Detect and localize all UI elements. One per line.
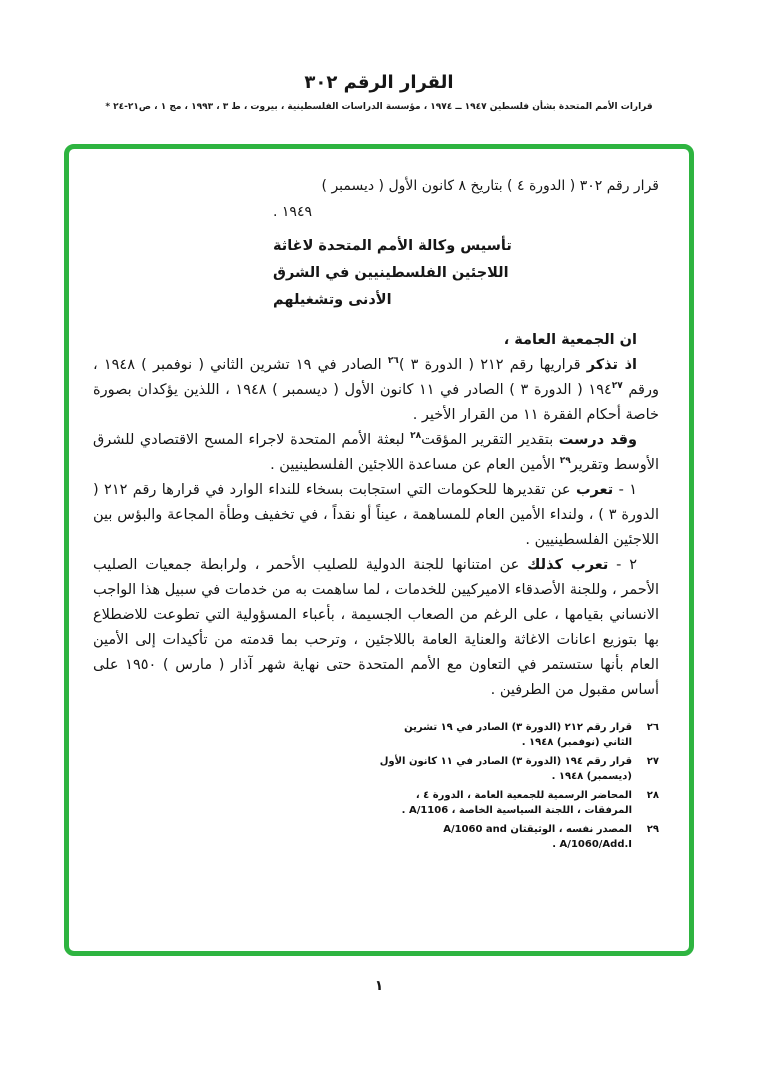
resolution-body (93, 328, 659, 703)
paragraph-lead: تعرب كذلك (527, 557, 609, 573)
paragraph-text: عن تقديرها للحكومات التي استجابت بسخاء للنداء الوارد في قرارها رقم ٢١٢ ( الدورة ٣ ) ، ولنداء الأمين العام للمساهمة ، عيناً أو نقداً ، في تخفيف وطأة المجاعة والبؤس بين اللاجئين الفلسطينيين . (93, 482, 659, 548)
footnote-number: ٢٦ (646, 722, 659, 733)
document-title: القرار الرقم ٣٠٢ (304, 72, 454, 93)
footnote-text: قرار رقم ٢١٢ (الدورة ٣) الصادر في ١٩ تشرين الثاني (نوفمبر) ١٩٤٨ . (404, 722, 632, 748)
resolution-intro (273, 173, 659, 225)
paragraph-text: بتقدير التقرير المؤقت (421, 432, 559, 448)
footnote-text: المصدر نفسه ، الوثيقتان A/1060 and A/1060/Add.I . (443, 824, 632, 850)
paragraph-lead: ان الجمعية العامة ، (503, 332, 637, 348)
paragraph-text: الأمين العام عن مساعدة اللاجئين الفلسطينيين . (270, 457, 560, 473)
annotation-highlight-box (64, 144, 694, 956)
paragraph-preamble-opening (93, 328, 659, 353)
paragraph-lead: تعرب (575, 482, 614, 498)
resolution-intro-line: قرار رقم ٣٠٢ ( الدورة ٤ ) بتاريخ ٨ كانون الأول ( ديسمبر ) (321, 178, 659, 194)
footnote-29 (374, 823, 659, 852)
paragraph-text: ( الدورة ٣ ) الصادر في ١١ كانون الأول ( ديسمبر ) ١٩٤٨ ، اللذين يؤكدان بصورة خاصة أحكام الفقرة ١١ من القرار الأخير . (93, 382, 659, 423)
source-citation: قرارات الأمم المتحدة بشأن فلسطين ١٩٤٧ ــ ١٩٧٤ ، مؤسسة الدراسات الفلسطينية ، بيروت ، ط ٣ ، ١٩٩٣ ، مج ١ ، ص٢١-٢٤ * (105, 102, 653, 112)
footnote-text: قرار رقم ١٩٤ (الدورة ٣) الصادر في ١١ كانون الأول (ديسمبر) ١٩٤٨ . (379, 756, 632, 782)
resolution-heading (273, 233, 659, 314)
document-header (0, 0, 758, 112)
resolution-heading-line-1: تأسيس وكالة الأمم المتحدة لاغاثة (273, 238, 512, 254)
footnote-27 (374, 755, 659, 784)
resolution-intro-date: ١٩٤٩ . (273, 204, 312, 220)
paragraph-text: لبعثة الأمم المتحدة لاجراء المسح الاقتصادي للشرق الأوسط وتقرير (93, 432, 659, 473)
paragraph-having-examined (93, 428, 659, 478)
footnote-ref-27: ٢٧ (611, 381, 623, 392)
footnote-ref-29: ٢٩ (559, 456, 571, 467)
paragraph-text: قراريها رقم ٢١٢ ( الدورة ٣ ) (398, 357, 587, 373)
footnotes-section (374, 721, 659, 852)
paragraph-recalling-resolutions (93, 353, 659, 428)
paragraph-operative-2 (93, 553, 659, 703)
paragraph-number: ١ - (618, 482, 637, 498)
paragraph-lead: اذ تذكر (586, 357, 637, 373)
paragraph-text: الصادر في ١٩ تشرين الثاني ( نوفمبر ) ١٩٤٨ ، ورقم ١٩٤ (93, 357, 659, 398)
footnote-28 (374, 789, 659, 818)
page-number: ١ (374, 978, 384, 994)
footnote-number: ٢٨ (646, 790, 659, 801)
paragraph-number: ٢ - (616, 557, 638, 573)
footnote-26 (374, 721, 659, 750)
footnote-number: ٢٩ (646, 824, 659, 835)
resolution-heading-line-2: اللاجئين الفلسطينيين في الشرق (273, 265, 509, 281)
footnote-number: ٢٧ (646, 756, 659, 767)
paragraph-operative-1 (93, 478, 659, 553)
footnote-ref-28: ٢٨ (410, 431, 422, 442)
paragraph-lead: وقد درست (558, 432, 638, 448)
resolution-heading-line-3: الأدنى وتشغيلهم (273, 292, 392, 308)
paragraph-text: عن امتنانها للجنة الدولية للصليب الأحمر ، ولرابطة جمعيات الصليب الأحمر ، وللجنة الأصدقاء الاميركيين للخدمات ، لما ساهمت به من خدمات في سبيل هذا الواجب الانساني بقيامها ، على الرغم من الصعاب الجسيمة ، بأعباء المسؤولية التي تطوعت للاضطلاع بها بتوزيع اعانات الاغاثة والعناية العامة باللاجئين ، وترحب بما قدمته من تأكيدات إلى الأمين العام بأنها ستستمر في التعاون مع الأمم المتحدة حتى نهاية شهر آذار ( مارس ) ١٩٥٠ على أساس مقبول من الطرفين . (93, 557, 659, 698)
footnote-text: المحاضر الرسمية للجمعية العامة ، الدورة ٤ ، المرفقات ، اللجنة السياسية الخاصة ، A/1106 . (401, 790, 632, 816)
footnote-ref-26: ٢٦ (387, 356, 399, 367)
